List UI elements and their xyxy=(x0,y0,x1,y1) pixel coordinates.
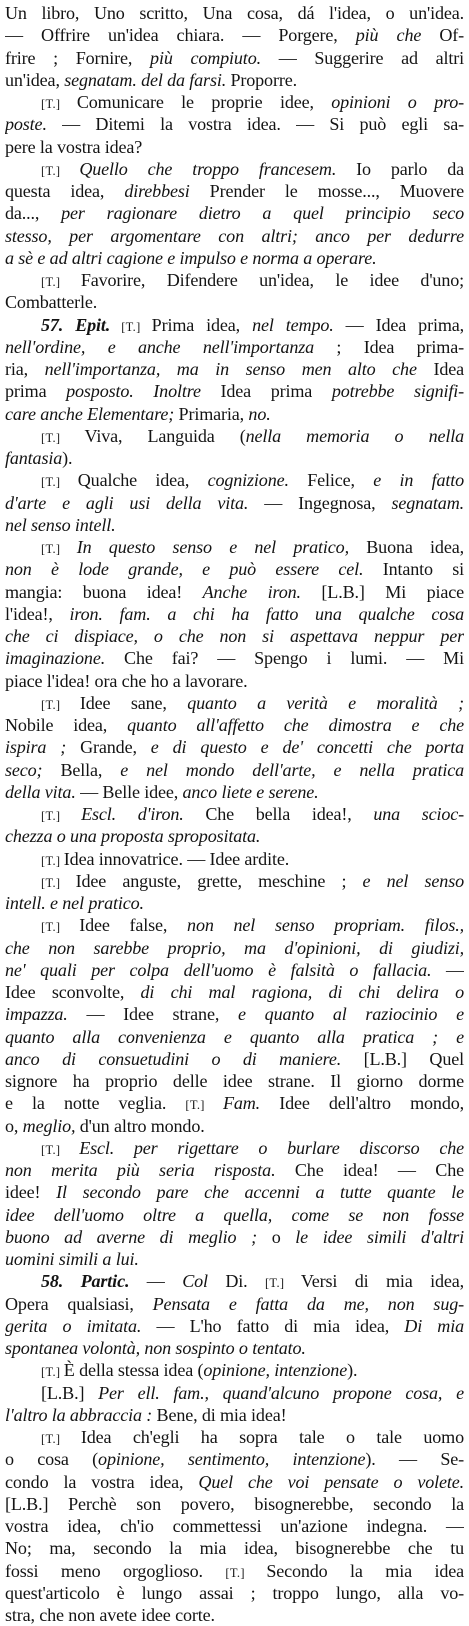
text-segment: ). — Se- xyxy=(365,1449,464,1470)
text-line xyxy=(5,625,464,647)
italic-text: Fam. xyxy=(222,1093,261,1114)
source-tag: [T.] xyxy=(41,430,85,445)
text-segment: Bene, di mia idea! xyxy=(152,1404,287,1425)
text-line xyxy=(5,959,464,981)
text-line xyxy=(5,647,464,669)
text-segment: Idea xyxy=(416,359,464,379)
text-segment: — xyxy=(129,1271,183,1292)
source-tag: [T.] xyxy=(41,920,80,935)
text-segment: Nobile idea, xyxy=(5,715,128,735)
text-segment: Che fai? — Spengo i lumi. — Mi xyxy=(105,648,464,669)
italic-text: idee dell'uomo oltre a quella, come se non fosse xyxy=(5,1204,464,1225)
text-segment: Prima idea, xyxy=(151,314,253,335)
text-line xyxy=(5,1026,464,1048)
italic-text: più compiuto. xyxy=(150,47,261,68)
source-tag: [T.] xyxy=(110,319,152,334)
text-line xyxy=(5,1092,464,1114)
italic-text: fantasia xyxy=(5,448,63,468)
text-segment: pere la vostra idea? xyxy=(5,136,143,157)
text-line xyxy=(5,581,464,603)
italic-text: e quanto al raziocinio e xyxy=(238,1004,464,1025)
text-segment: — L'ho fatto di mia idea, xyxy=(141,1315,405,1336)
text-line xyxy=(5,380,464,402)
italic-text: imaginazione. xyxy=(5,648,106,669)
text-line xyxy=(5,870,464,892)
italic-text: nell'importanza, ma in senso men alto che xyxy=(44,359,417,379)
text-line xyxy=(5,736,464,758)
text-segment: [L.B.] Mi piace xyxy=(300,581,464,602)
italic-text: no. xyxy=(248,403,271,424)
italic-text: della vita. xyxy=(5,781,76,802)
text-segment: fossi meno orgoglioso. xyxy=(5,1560,226,1581)
italic-text: non merita più seria risposta. xyxy=(5,1160,276,1180)
italic-text: nel senso intell. xyxy=(5,514,116,535)
italic-text: cognizione. xyxy=(207,470,289,491)
text-segment: Qualche idea, xyxy=(77,470,208,491)
text-line xyxy=(5,692,464,714)
source-tag: [T.] xyxy=(41,853,64,868)
text-line xyxy=(5,247,464,269)
text-segment: [L.B.] Perchè son povero, bisognerebbe, secondo la xyxy=(5,1493,464,1514)
text-segment: — xyxy=(431,959,464,980)
italic-text: Quello che troppo francesem. xyxy=(79,158,337,179)
text-line xyxy=(5,670,464,692)
italic-text: e in fatto xyxy=(373,470,464,491)
italic-text: le idee simili d'altri xyxy=(295,1226,464,1247)
italic-text: ispira ; xyxy=(5,737,67,758)
text-line xyxy=(5,425,464,447)
text-line xyxy=(5,781,464,803)
text-line xyxy=(5,1137,464,1159)
italic-text: nel tempo. xyxy=(252,314,334,335)
italic-text: quanto a verità e moralità ; xyxy=(187,692,464,713)
italic-text: ne' quali per colpa dell'uomo è falsità o fallacia. xyxy=(5,959,432,980)
text-line xyxy=(5,1404,464,1426)
italic-text: impazza. xyxy=(5,1004,68,1025)
text-segment: signore ha proprio delle idee strane. Il giorno dorme xyxy=(5,1071,464,1091)
text-segment: ; Idea prima- xyxy=(314,336,464,357)
text-segment: Primaria, xyxy=(174,403,249,424)
italic-text: segnatam. xyxy=(391,492,464,513)
italic-text: opinione, sentimento, intenzione xyxy=(98,1449,366,1470)
text-segment: Idee sane, xyxy=(79,692,188,713)
source-tag: [T.] xyxy=(264,1276,301,1291)
text-segment: — Idea prima, xyxy=(333,314,464,335)
text-line xyxy=(5,1515,464,1537)
text-segment: idee! xyxy=(5,1182,57,1203)
text-line xyxy=(5,2,464,24)
source-tag: [T.] xyxy=(41,1142,80,1157)
italic-text: Per ell. fam., quand'alcuno propone cosa, e xyxy=(98,1382,464,1403)
italic-text: anco liete e serene. xyxy=(182,781,319,802)
text-segment: Combatterle. xyxy=(5,292,98,313)
text-line xyxy=(5,803,464,825)
italic-text: non nel senso propriam. filos., xyxy=(187,915,464,936)
italic-text: poste. xyxy=(5,114,47,135)
text-segment: Versi di mia idea, xyxy=(300,1271,464,1292)
text-line xyxy=(5,225,464,247)
text-line xyxy=(5,1159,464,1181)
text-line xyxy=(5,1070,464,1092)
text-segment: Felice, xyxy=(288,470,374,491)
italic-text: e nel senso xyxy=(362,870,464,891)
text-line xyxy=(5,447,464,469)
italic-text: a sè e ad altri cagione e impulso e norma a operare. xyxy=(5,247,377,268)
text-segment: Di. xyxy=(207,1271,265,1292)
text-line xyxy=(5,202,464,224)
text-line xyxy=(5,1582,464,1604)
text-line xyxy=(5,937,464,959)
text-line xyxy=(5,1293,464,1315)
text-line xyxy=(5,1315,464,1337)
italic-text: quanto all'affetto che dimostra e che xyxy=(127,715,464,735)
text-segment: Idee dell'altro mondo, xyxy=(260,1093,464,1114)
italic-text: seco; xyxy=(5,759,43,780)
text-line xyxy=(5,825,464,847)
text-segment: l'idea!, xyxy=(5,603,70,624)
source-tag: [T.] xyxy=(185,1098,223,1113)
source-tag: [T.] xyxy=(41,809,82,823)
text-segment: stra, che non avete idee corte. xyxy=(5,1605,215,1625)
italic-text: intell. e nel pratico. xyxy=(5,893,144,913)
text-line xyxy=(5,1537,464,1559)
text-line xyxy=(5,1560,464,1582)
text-segment: Of- xyxy=(421,25,464,46)
text-segment: Io parlo da xyxy=(336,158,464,179)
text-line xyxy=(5,981,464,1003)
italic-text: e di questo e de' concetti che porta xyxy=(150,737,464,758)
text-line xyxy=(5,403,464,425)
text-segment: Grande, xyxy=(66,737,151,758)
text-segment: Idee false, xyxy=(79,915,188,936)
text-segment: Che idea! — Che xyxy=(275,1160,464,1180)
italic-text: che non sarebbe proprio, ma d'opinioni, di giudizi, xyxy=(5,937,464,958)
italic-text: posposto. Inoltre xyxy=(66,381,201,402)
text-segment: Favorire, Difendere un'idea, le idee d'uno; xyxy=(80,270,464,290)
text-segment: Opera qualsiasi, xyxy=(5,1293,153,1314)
text-segment: da..., xyxy=(5,203,62,224)
text-segment: — Belle idee, xyxy=(75,781,183,802)
italic-text: l'altro la abbraccia : xyxy=(5,1404,153,1425)
text-line xyxy=(5,759,464,781)
text-line xyxy=(5,914,464,936)
text-line xyxy=(5,158,464,180)
text-line xyxy=(5,536,464,558)
text-segment: Comunicare le proprie idee, xyxy=(76,92,332,112)
text-segment: Bella, xyxy=(42,759,121,780)
source-tag: [T.] xyxy=(41,475,78,490)
italic-text: buono ad averne di meglio ; xyxy=(5,1226,258,1247)
text-segment: condo la vostra idea, xyxy=(5,1471,199,1492)
italic-text: opinioni o pro- xyxy=(331,92,464,112)
text-segment: prima xyxy=(5,381,67,402)
text-line xyxy=(5,336,464,358)
text-segment: vostra idea, ch'io commettessi un'azione indegna. — xyxy=(5,1516,464,1536)
text-segment: È della stessa idea ( xyxy=(63,1360,204,1381)
text-segment: Intanto si xyxy=(363,559,464,580)
text-segment: Proporre. xyxy=(226,69,297,90)
text-line xyxy=(5,714,464,736)
text-segment: — Offrire un'idea chiara. — Porgere, xyxy=(5,25,356,46)
italic-text: In questo senso e nel pratico, xyxy=(76,537,349,557)
text-line xyxy=(5,1382,464,1404)
text-line xyxy=(5,1426,464,1448)
italic-text: di chi mal ragiona, di chi delira o xyxy=(140,982,464,1002)
italic-text: anco di consuetudini o di maniere. xyxy=(5,1048,342,1069)
text-segment: Idea ch'egli ha sopra tale o tale uomo xyxy=(80,1427,464,1447)
text-segment: Idea prima xyxy=(200,381,332,402)
italic-text: meglio, xyxy=(22,1115,76,1136)
text-segment: un'idea, xyxy=(5,69,65,90)
text-line xyxy=(5,180,464,202)
text-line xyxy=(5,136,464,158)
text-line xyxy=(5,1181,464,1203)
text-segment: Idea innovatrice. — Idee ardite. xyxy=(63,848,290,869)
italic-text: gerita o imitata. xyxy=(5,1315,142,1336)
italic-text: opinione, intenzione xyxy=(203,1360,348,1381)
text-segment: e la notte veglia. xyxy=(5,1093,186,1114)
text-segment: Idee sconvolte, xyxy=(5,982,141,1002)
italic-text: Pensata e fatta da me, non sug- xyxy=(152,1293,464,1314)
text-segment: quest'articolo è lungo assai ; troppo lungo, alla vo- xyxy=(5,1582,464,1603)
italic-text: Quel che voi pensate o volete. xyxy=(198,1471,464,1492)
italic-text: Col xyxy=(182,1271,208,1292)
text-segment: piace l'idea! ora che ho a lavorare. xyxy=(5,670,248,691)
source-tag: [T.] xyxy=(41,542,77,556)
source-tag: [T.] xyxy=(41,97,77,111)
text-segment: o xyxy=(257,1226,296,1247)
text-segment: Viva, Languida ( xyxy=(84,425,246,446)
text-line xyxy=(5,848,464,870)
italic-text: 58. Partic. xyxy=(41,1271,130,1292)
source-tag: [T.] xyxy=(41,275,81,289)
text-segment: ria, xyxy=(5,359,45,379)
text-segment: o, xyxy=(5,1115,23,1136)
text-line xyxy=(5,24,464,46)
text-segment: o cosa ( xyxy=(5,1449,99,1470)
text-line xyxy=(5,113,464,135)
source-tag: [T.] xyxy=(41,1432,81,1446)
text-line xyxy=(5,1448,464,1470)
text-segment: Che bella idea!, xyxy=(183,804,374,824)
italic-text: Di mia xyxy=(404,1315,464,1336)
italic-text: che ci dispiace, o che non si aspettava neppur per xyxy=(5,626,464,646)
text-segment: No; ma, secondo la mia idea, bisognerebbe che tu xyxy=(5,1538,464,1559)
text-line xyxy=(5,1471,464,1493)
text-segment: questa idea, xyxy=(5,181,125,201)
text-segment: Secondo la mia idea xyxy=(266,1560,464,1581)
italic-text: più che xyxy=(355,25,422,46)
text-segment: — Ingegnosa, xyxy=(248,492,392,513)
italic-text: potrebbe signifi- xyxy=(331,381,464,402)
text-segment: frire ; Fornire, xyxy=(5,47,151,68)
text-segment: Prender le mosse..., Muovere xyxy=(189,181,464,201)
text-segment: [L.B.] Quel xyxy=(341,1048,464,1069)
text-line xyxy=(5,514,464,536)
italic-text: nell'ordine, e anche nell'importanza xyxy=(5,336,315,357)
text-segment: Buona idea, xyxy=(348,537,464,557)
text-line xyxy=(5,469,464,491)
text-line xyxy=(5,91,464,113)
text-line xyxy=(5,269,464,291)
text-segment: ). xyxy=(62,448,73,468)
text-line xyxy=(5,47,464,69)
italic-text: una scioc- xyxy=(373,804,464,824)
text-line xyxy=(5,1604,464,1626)
italic-text: quanto alla convenienza e quanto alla pratica ; e xyxy=(5,1026,464,1047)
italic-text: chezza o una proposta spropositata. xyxy=(5,826,261,847)
italic-text: direbbesi xyxy=(124,181,190,201)
italic-text: stesso, per argomentare con altri; anco per dedurre xyxy=(5,225,464,246)
text-line xyxy=(5,1204,464,1226)
text-line xyxy=(5,1270,464,1292)
text-line xyxy=(5,558,464,580)
source-tag: [T.] xyxy=(41,875,76,890)
italic-text: Escl. per rigettare o burlare discorso che xyxy=(79,1137,464,1158)
text-segment: [L.B.] xyxy=(41,1382,99,1403)
text-line xyxy=(5,1048,464,1070)
text-line xyxy=(5,1226,464,1248)
italic-text: uomini simili a lui. xyxy=(5,1249,139,1269)
italic-text: iron. fam. a chi ha fatto una qualche cosa xyxy=(69,603,464,624)
text-line xyxy=(5,69,464,91)
text-line xyxy=(5,492,464,514)
italic-text: Escl. d'iron. xyxy=(81,804,184,824)
italic-text: 57. Epit. xyxy=(41,314,111,335)
text-segment: mangia: buona idea! xyxy=(5,581,203,602)
text-line xyxy=(5,1115,464,1137)
text-line xyxy=(5,1337,464,1359)
italic-text: nella memoria o nella xyxy=(245,425,464,446)
text-segment: — Suggerire ad altri xyxy=(260,47,464,68)
source-tag: [T.] xyxy=(41,697,80,712)
text-segment: ). xyxy=(347,1360,358,1381)
italic-text: spontanea volontà, non sospinto o tentato. xyxy=(5,1338,306,1358)
italic-text: Il secondo pare che accenni a tutte quante le xyxy=(56,1182,464,1203)
text-segment: Idee anguste, grette, meschine ; xyxy=(75,870,363,891)
text-line xyxy=(5,291,464,313)
italic-text: e nel mondo dell'arte, e nella pratica xyxy=(120,759,464,780)
source-tag: [T.] xyxy=(41,163,80,178)
text-line xyxy=(5,603,464,625)
text-segment: d'un altro mondo. xyxy=(75,1115,205,1136)
source-tag: [T.] xyxy=(225,1565,267,1580)
source-tag: [T.] xyxy=(41,1365,64,1380)
text-line xyxy=(5,892,464,914)
text-line xyxy=(5,1493,464,1515)
italic-text: per ragionare dietro a quel principio seco xyxy=(61,203,464,224)
italic-text: Anche iron. xyxy=(202,581,301,602)
text-line xyxy=(5,1003,464,1025)
text-segment: — Idee strane, xyxy=(67,1004,238,1025)
text-line xyxy=(5,314,464,336)
text-line xyxy=(5,358,464,380)
italic-text: care anche Elementare; xyxy=(5,403,175,424)
italic-text: non è lode grande, e può essere cel. xyxy=(5,559,364,580)
text-segment: Un libro, Uno scritto, Una cosa, dá l'idea, o un'idea. xyxy=(5,3,464,23)
text-line xyxy=(5,1248,464,1270)
text-line xyxy=(5,1359,464,1381)
italic-text: d'arte e agli usi della vita. xyxy=(5,492,249,513)
text-segment: — Ditemi la vostra idea. — Si può egli sa- xyxy=(46,114,464,135)
italic-text: segnatam. del da farsi. xyxy=(64,69,227,90)
